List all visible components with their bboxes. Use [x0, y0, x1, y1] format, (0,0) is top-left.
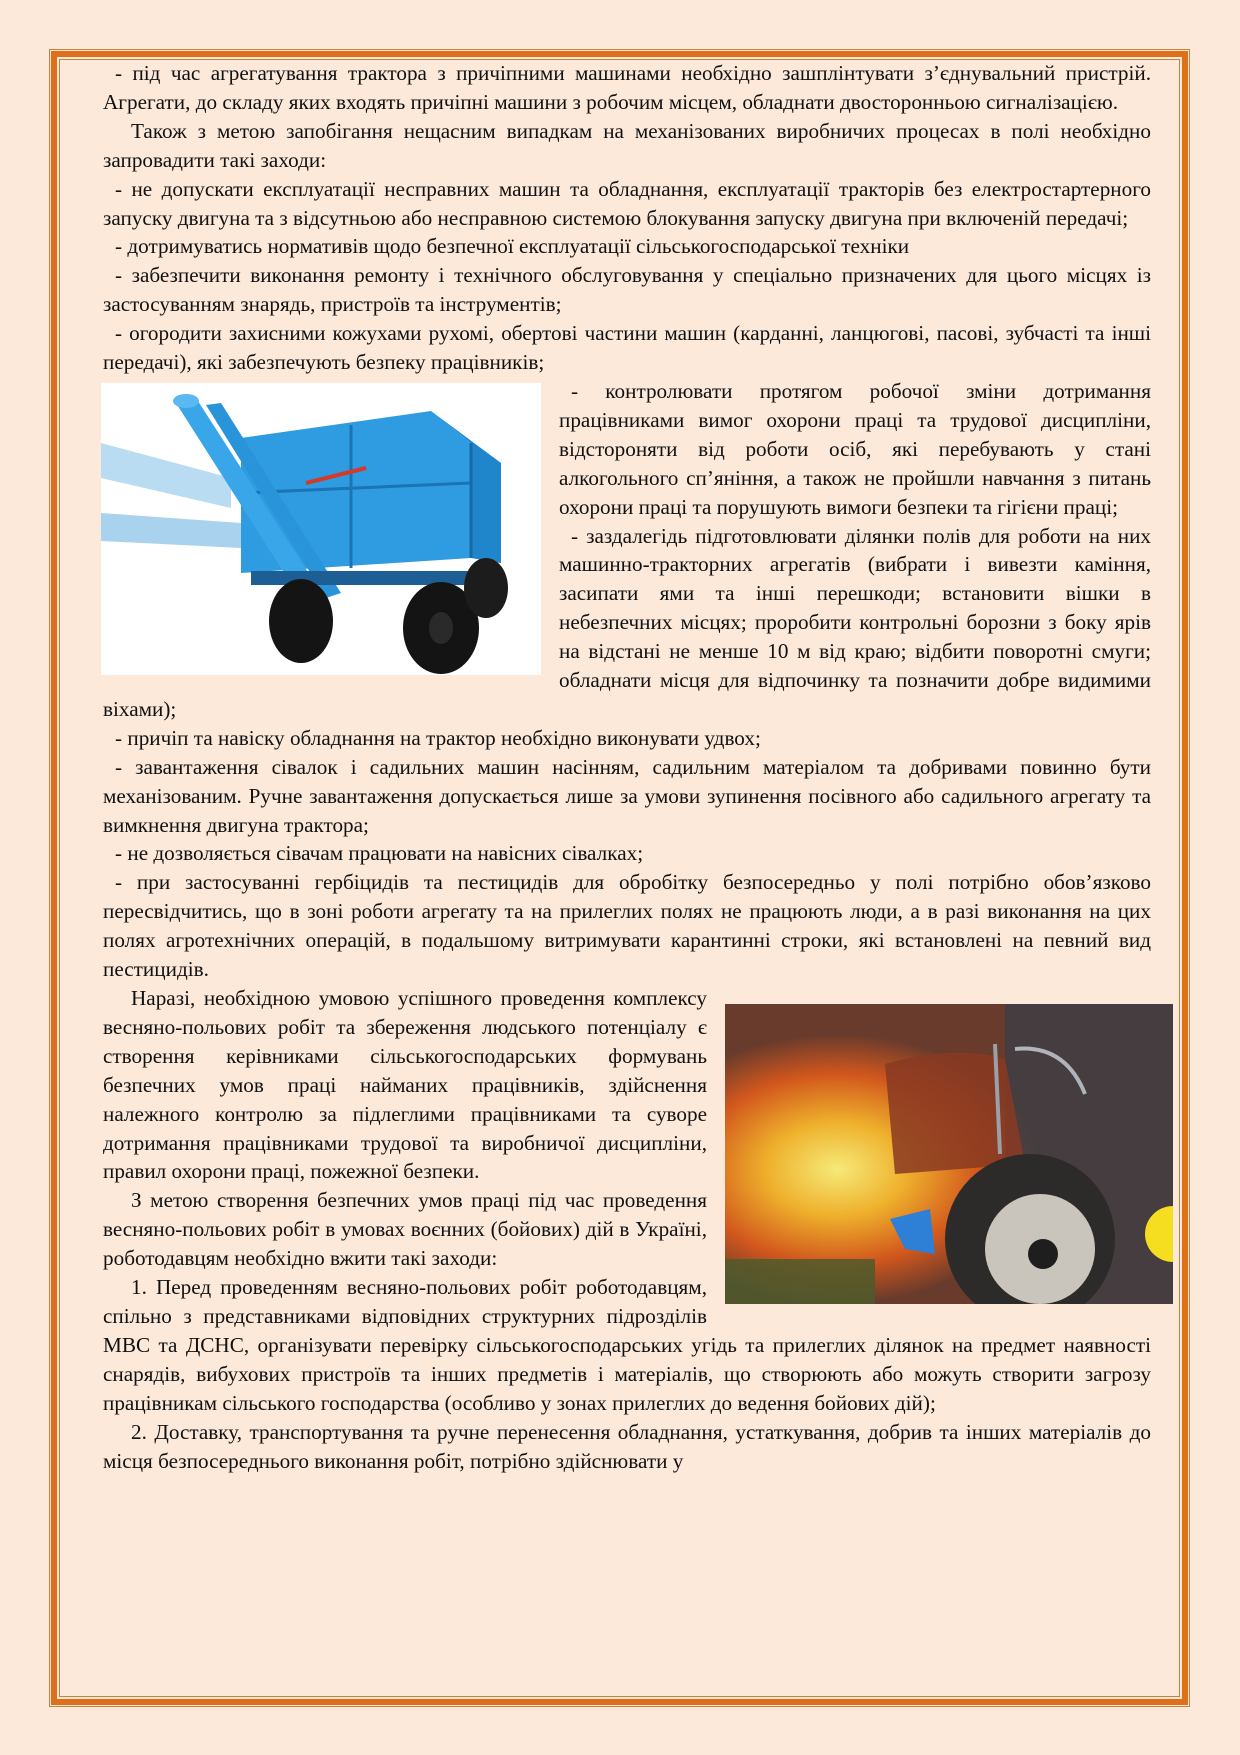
numbered-item: 2. Доставку, транспортування та ручне перенесення обладнання, устаткування, добрив та інших матеріалів до місця безпосереднього виконання робіт, потрібно здійснювати у [103, 1419, 1151, 1473]
document-body [103, 59, 1151, 1475]
paragraph-conditions: Наразі, необхідною умовою успішного проведення комплексу весняно-польових робіт та збереження людського потенціалу є створення керівниками сільськогосподарських формувань безпечних умов праці найманих працівників, здійснення належного контролю за підлеглими працівниками та суворе дотримання працівниками трудової та виробничої дисципліни, правил охорони праці, пожежної безпеки. [103, 986, 707, 1184]
paragraph-measures-intro: Також з метою запобігання нещасним випадкам на механізованих виробничих процесах в полі необхідно запровадити такі заходи: [103, 118, 1151, 172]
list-item: - контролювати протягом робочої зміни дотримання працівниками вимог охорони праці та трудової дисципліни, відстороняти від роботи осіб, які перебувають у стані алкогольного сп’яніння, а також не пройшли навчання з питань охорони праці та порушують вимоги безпеки та гігієни праці; [559, 378, 1151, 519]
paragraph-coupling: - під час агрегатування трактора з причіпними машинами необхідно зашплінтувати з’єднувальний пристрій. Агрегати, до складу яких входять причіпні машини з робочим місцем, обладнати двосторонньою сигналізацією. [103, 61, 1151, 114]
burning-tractor-illustration [725, 1004, 1173, 1304]
paragraph-wartime-intro: З метою створення безпечних умов праці під час проведення весняно-польових робіт в умовах воєнних (бойових) дій в Україні, роботодавцям необхідно вжити такі заходи: [103, 1188, 707, 1271]
list-item: - причіп та навіску обладнання на трактор необхідно виконувати удвох; [115, 725, 761, 750]
trailer-illustration [101, 383, 541, 675]
list-item: - заздалегідь підготовлювати ділянки полів для роботи на них машинно-тракторних агрегатів (вибрати і вивезти каміння, засипати ями та інші перешкоди; встановити вішки в небезпечних місцях; проробити контрольні борозни з боку ярів на відстані не менше 10 м від краю; відбити поворотні смуги; обладнати місця для відпочинку та позначити добре видимими віхами); [103, 523, 1151, 721]
burning-tractor-image [725, 1004, 1173, 1304]
list-item: - забезпечити виконання ремонту і технічного обслуговування у спеціально призначених для цього місцях із застосуванням знарядь, пристроїв та інструментів; [103, 263, 1151, 317]
list-item: - при застосуванні гербіцидів та пестицидів для обробітку безпосередньо у полі потрібно обов’язково пересвідчитись, що в зоні роботи агрегату та на прилеглих полях не працюють люди, а в разі виконання на цих полях агротехнічних операцій, в подальшому витримувати карантинні строки, які встановлені на певний вид пестицидів. [103, 870, 1151, 982]
list-item: - не допускати експлуатації несправних машин та обладнання, експлуатації тракторів без електростартерного запуску двигуна та з відсутньою або несправною системою блокування запуску двигуна при включеній передачі; [103, 176, 1151, 230]
numbered-item: 1. Перед проведенням весняно-польових робіт роботодавцям, спільно з представниками відповідних структурних підрозділів МВС та ДСНС, організувати перевірку сільськогосподарських угідь та прилеглих ділянок на предмет наявності снарядів, вибухових пристроїв та інших предметів і матеріалів, що створюють або можуть створити загрозу працівникам сільського господарства (особливо у зонах прилеглих до ведення бойових дій); [103, 1275, 1151, 1415]
list-item: - не дозволяється сівачам працювати на навісних сівалках; [115, 841, 644, 866]
list-item: - огородити захисними кожухами рухомі, обертові частини машин (карданні, ланцюгові, пасові, зубчасті та інші передачі), які забезпечують безпеку працівників; [103, 321, 1151, 375]
list-item: - завантаження сівалок і садильних машин насінням, садильним матеріалом та добривами повинно бути механізованим. Ручне завантаження допускається лише за умови зупинення посівного або садильного агрегату та вимкнення двигуна трактора; [103, 754, 1151, 837]
list-item: - дотримуватись нормативів щодо безпечної експлуатації сільськогосподарської техніки [115, 234, 910, 259]
trailer-image [101, 383, 541, 675]
